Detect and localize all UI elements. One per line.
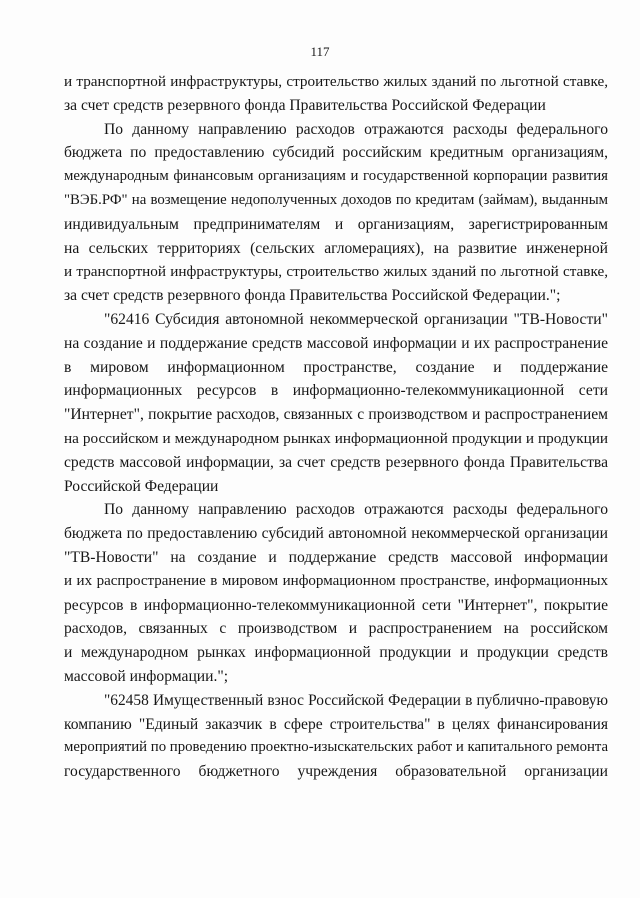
text-line: бюджета по предоставлению субсидий российским кредитным организациям, <box>64 144 608 162</box>
text-line: "ВЭБ.РФ" на возмещение недополученных доходов по кредитам (займам), выданным <box>64 191 608 208</box>
text-line: "ТВ-Новости" на создание и поддержание средств массовой информации <box>64 548 608 566</box>
text-line: международным финансовым организациям и государственной корпорации развития <box>64 168 608 185</box>
text-line: индивидуальным предпринимателям и организациям, зарегистрированным <box>64 215 608 233</box>
text-line: и международном рынках информационной продукции и продукции средств <box>64 644 608 662</box>
text-line: бюджета по предоставлению субсидий автономной некоммерческой организации <box>64 525 608 543</box>
page-number: 117 <box>310 44 330 59</box>
text-line: ресурсов в информационно-телекоммуникационной сети "Интернет", покрытие <box>64 596 608 614</box>
paragraph-code-62458 <box>64 689 608 784</box>
text-line: на российском и международном рынках информационной продукции и продукции <box>64 429 608 447</box>
text-line: "62458 Имущественный взнос Российской Федерации в публично-правовую <box>104 691 608 709</box>
text-line: в мировом информационном пространстве, создание и поддержание <box>64 358 608 376</box>
text-line: и транспортной инфраструктуры, строительство жилых зданий по льготной ставке, <box>64 263 608 281</box>
text-line: информационных ресурсов в информационно-телекоммуникационной сети <box>64 382 608 400</box>
text-line: на создание и поддержание средств массовой информации и их распространение <box>64 334 608 352</box>
text-line: и их распространение в мировом информационном пространстве, информационных <box>64 572 608 589</box>
text-line: на сельских территориях (сельских агломерациях), на развитие инженерной <box>64 239 608 257</box>
text-line: По данному направлению расходов отражаются расходы федерального <box>104 120 608 138</box>
text-line: за счет средств резервного фонда Правительства Российской Федерации <box>64 96 546 114</box>
text-line: компанию "Единый заказчик в сфере строительства" в целях финансирования <box>64 715 608 733</box>
text-line: средств массовой информации, за счет средств резервного фонда Правительства <box>64 453 608 471</box>
text-line: расходов, связанных с производством и распространением на российском <box>64 620 608 638</box>
text-line: государственного бюджетного учреждения образовательной организации <box>64 763 608 781</box>
text-line: "62416 Субсидия автономной некоммерческой организации "ТВ-Новости" <box>104 310 608 328</box>
paragraph-expense-direction-2 <box>64 498 608 688</box>
text-line: и транспортной инфраструктуры, строительство жилых зданий по льготной ставке, <box>64 73 608 90</box>
text-line: мероприятий по проведению проектно-изыскательских работ и капитального ремонта <box>64 739 608 756</box>
document-body <box>64 70 608 784</box>
paragraph-expense-direction-1 <box>64 118 608 308</box>
text-line: массовой информации."; <box>64 667 229 685</box>
text-line: Российской Федерации <box>64 477 219 495</box>
paragraph-code-62416 <box>64 308 608 498</box>
text-line: По данному направлению расходов отражаются расходы федерального <box>104 501 608 519</box>
text-line: за счет средств резервного фонда Правительства Российской Федерации."; <box>64 287 561 305</box>
paragraph-continuation <box>64 70 608 118</box>
text-line: "Интернет", покрытие расходов, связанных с производством и распространением <box>64 406 608 424</box>
